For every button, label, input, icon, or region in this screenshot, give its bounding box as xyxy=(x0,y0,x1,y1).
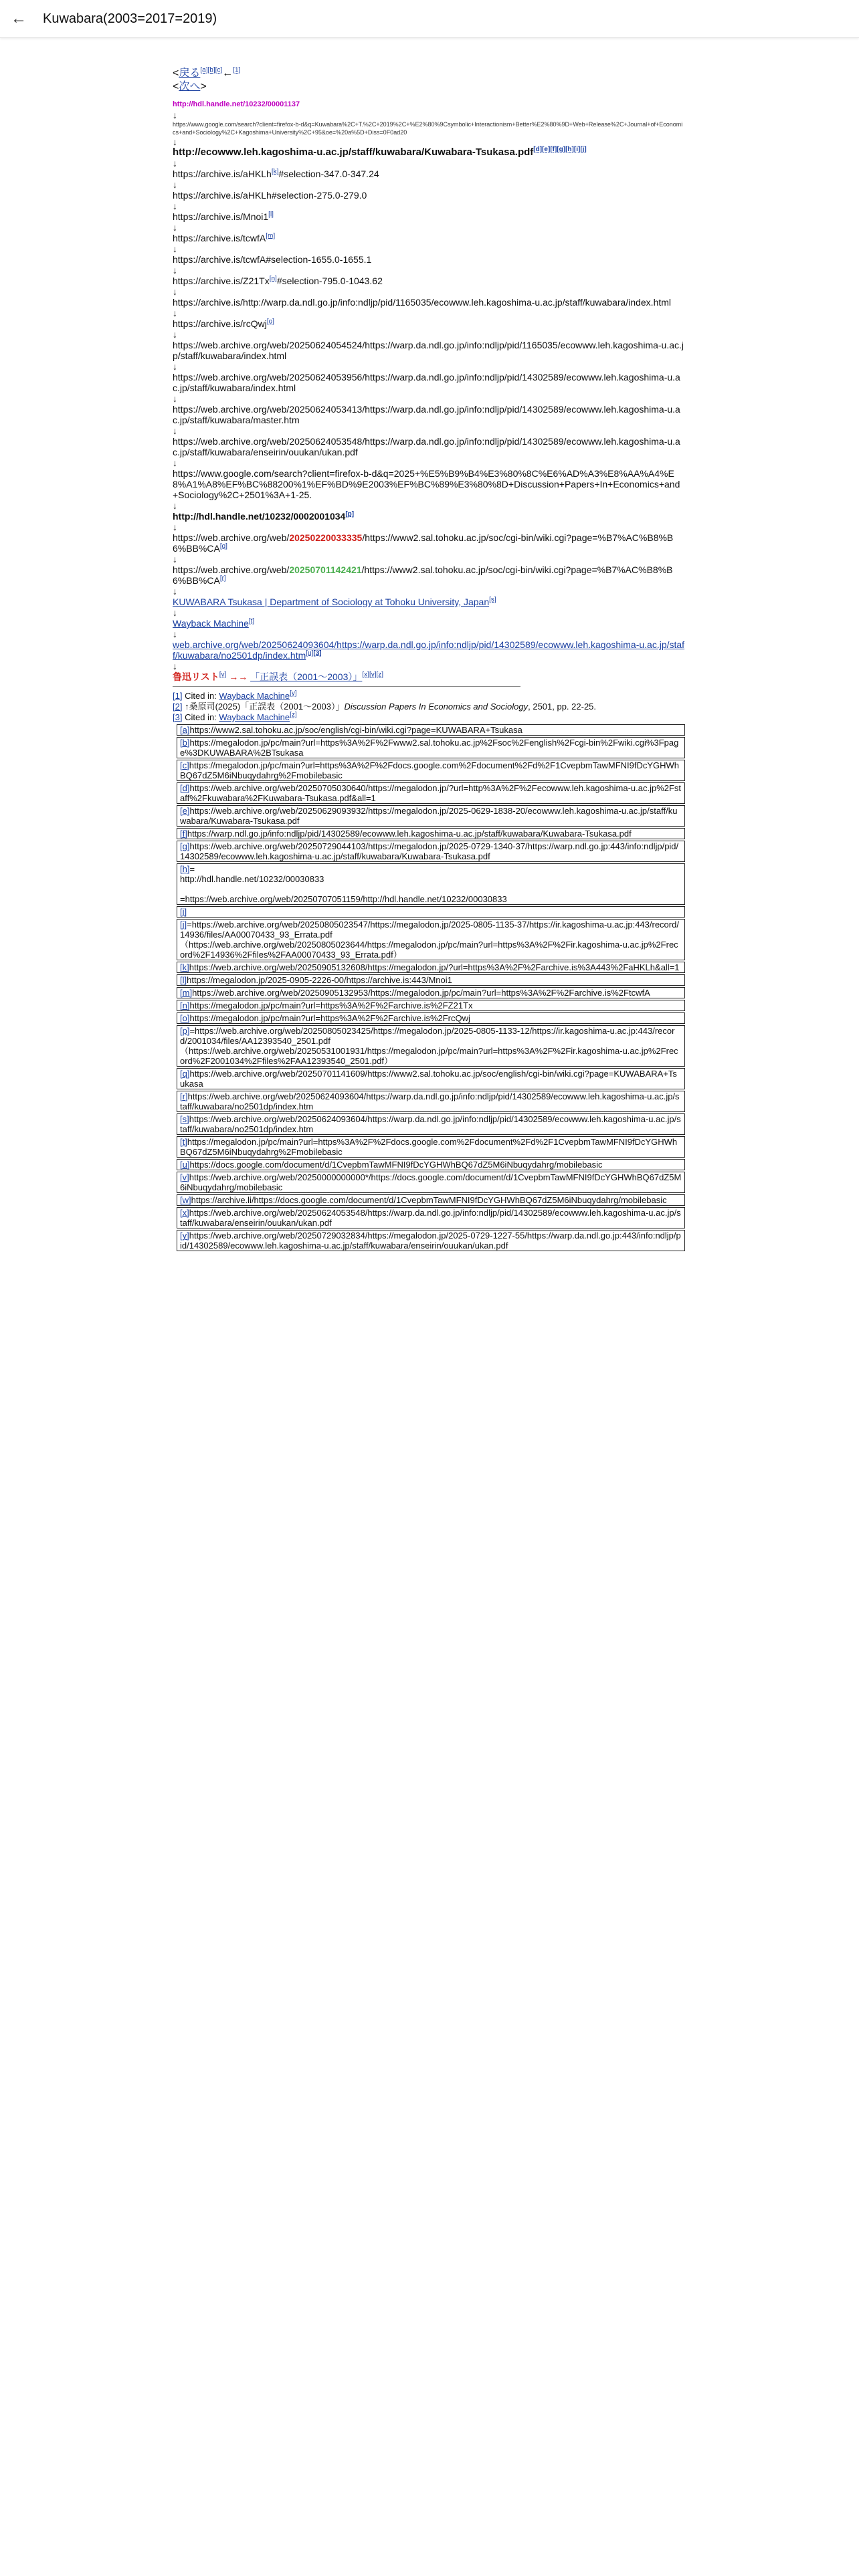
ref-2-num[interactable]: [2] xyxy=(173,702,183,712)
footnote-text[interactable]: https://www2.sal.tohoku.ac.jp/soc/english/cgi-bin/wiki.cgi?page=KUWABARA+Tsukasa xyxy=(189,725,522,735)
archive-link-line xyxy=(173,372,685,393)
ref-3-link[interactable]: Wayback Machine xyxy=(219,712,290,722)
footnote-item xyxy=(177,919,685,960)
errata-sup-v[interactable]: [v] xyxy=(219,671,227,679)
archive-url-fragment[interactable]: #selection-795.0-1043.62 xyxy=(276,276,383,286)
footnote-label[interactable]: [n] xyxy=(180,1000,190,1010)
footnote-label[interactable]: [m] xyxy=(180,988,193,998)
pdf-sup-d[interactable]: [d] xyxy=(533,146,543,153)
ref-3: [3] Cited in: Wayback Machine[z] xyxy=(173,711,297,722)
wiki2-timestamp[interactable]: 20250701142421 xyxy=(289,564,362,575)
footnote-text[interactable]: = http://hdl.handle.net/10232/00030833 =https://web.archive.org/web/20250707051159/http://hdl.handle.net/10232/00030833 xyxy=(180,864,507,904)
footnote-label[interactable]: [o] xyxy=(180,1013,190,1023)
prev-sup-c[interactable]: [c] xyxy=(215,66,223,74)
wayback-link[interactable]: Wayback Machine xyxy=(173,618,249,629)
footnote-label[interactable]: [a] xyxy=(180,725,190,735)
footnote-label[interactable]: [f] xyxy=(180,829,187,839)
footnote-item xyxy=(177,987,685,998)
footnote-text[interactable]: https://megalodon.jp/pc/main?url=https%3A%2F%2Fdocs.google.com%2Fdocument%2Fd%2F1CvepbmTawMFNI9fDcYGHWhBQ67dZ5M6iNbuqydahrg%2Fmobilebasic xyxy=(180,1137,678,1157)
down-arrow: ↓ xyxy=(173,308,177,318)
main-pdf-line xyxy=(173,147,685,158)
ref-1-link[interactable]: Wayback Machine xyxy=(219,691,290,701)
footnote-text[interactable]: https://megalodon.jp/pc/main?url=https%3A%2F%2Fwww2.sal.tohoku.ac.jp%2Fsoc%2Fenglish%2Fcgi-bin%2Fwiki.cgi%3Fpage%3DKUWABARA%2BTsukasa xyxy=(180,738,679,758)
archive-url[interactable]: https://www.google.com/search?client=firefox-b-d&q=2025+%E5%B9%B4%E3%80%8C%E6%AD%A3%E8%AA%A4%E8%A1%A8%EF%BC%88200%1%EF%BD%9E2003%EF%BC%89%E3%80%8D+Discussion+Papers+In+Economics+and+Sociology%2C+2501%3A+1-25. xyxy=(173,468,680,500)
footnote-item xyxy=(177,724,685,736)
archive-url-sup[interactable]: [k] xyxy=(271,168,279,176)
errata-sup-y[interactable]: [y] xyxy=(369,671,377,679)
down-arrow: ↓ xyxy=(173,661,177,671)
down-arrow: ↓ xyxy=(173,179,177,190)
footnote-text[interactable]: https://web.archive.org/web/20250905132608/https://megalodon.jp/?url=https%3A%2F%2Farchive.is%3A443%2FaHKLh&all=1 xyxy=(189,962,680,972)
wiki2-sup[interactable]: [r] xyxy=(219,574,226,582)
archive-url[interactable]: https://archive.is/Z21Tx xyxy=(173,276,270,286)
wiki2-suffix[interactable]: /https://www2.sal.tohoku.ac.jp/soc/cgi-bin/wiki.cgi?page=%B7%AC%B8%B6%BB%CA xyxy=(173,564,673,586)
footnote-item xyxy=(177,1012,685,1024)
down-arrow: ↓ xyxy=(173,500,177,511)
tohoku-sup[interactable]: [s] xyxy=(489,596,496,604)
footnote-text[interactable]: https://web.archive.org/web/20250624093604/https://warp.da.ndl.go.jp/info:ndljp/pid/14302589/ecowww.leh.kagoshima-u.ac.jp/staff/kuwabara/no2501dp/index.htm xyxy=(180,1091,680,1111)
footnote-text[interactable]: https://megalodon.jp/pc/main?url=https%3A%2F%2Fdocs.google.com%2Fdocument%2Fd%2F1CvepbmTawMFNI9fDcYGHWhBQ67dZ5M6iNbuqydahrg%2Fmobilebasic xyxy=(180,760,680,780)
down-arrow: ↓ xyxy=(173,361,177,372)
footnote-item xyxy=(177,1068,685,1089)
wiki1-prefix[interactable]: https://web.archive.org/web/ xyxy=(173,532,290,543)
errata-arrow: →→ xyxy=(229,671,248,682)
archive-link-line xyxy=(173,254,685,265)
footnote-text[interactable]: https://warp.ndl.go.jp/info:ndljp/pid/14302589/ecowww.leh.kagoshima-u.ac.jp/staff/kuwabara/Kuwabara-Tsukasa.pdf xyxy=(187,829,632,839)
archive-link-line xyxy=(173,211,685,222)
errata-sup-x[interactable]: [x] xyxy=(362,671,369,679)
footnote-label[interactable]: [d] xyxy=(180,783,190,793)
app-header xyxy=(0,0,859,38)
next-link[interactable]: 次へ xyxy=(179,81,201,92)
archive-url[interactable]: https://archive.is/tcwfA#selection-1655.0-1655.1 xyxy=(173,254,372,265)
footnote-text[interactable]: =https://web.archive.org/web/20250805023425/https://megalodon.jp/2025-0805-1133-12/https://ir.kagoshima-u.ac.jp:443/record/2001034/files/AA12393540_2501.pdf （https://web.archive.org/web/20250531001931/https://megalodon.jp/pc/main?url=https%3A%2F%2Fir.kagoshima-u.ac.jp%2Frecord%2F2001034%2Ffiles%2FAA12393540_2501.pdf） xyxy=(180,1026,678,1066)
pdf-sup-i[interactable]: [i] xyxy=(573,146,581,153)
archive-link-line xyxy=(173,404,685,425)
pdf-sup-e[interactable]: [e] xyxy=(542,146,551,153)
footnote-text[interactable]: https://web.archive.org/web/20250701141609/https://www2.sal.tohoku.ac.jp/soc/english/cgi-bin/wiki.cgi?page=KUWABARA+Tsukasa xyxy=(180,1069,677,1089)
down-arrow: ↓ xyxy=(173,201,177,211)
hdl-url[interactable]: http://hdl.handle.net/10232/0002001034 xyxy=(173,511,346,522)
wiki-archive-line-2 xyxy=(173,564,685,586)
archive-link-list xyxy=(173,158,685,500)
ref-1: [1] Cited in: Wayback Machine[y] xyxy=(173,689,297,701)
footnote-list xyxy=(173,724,685,1251)
archive-link-line xyxy=(173,468,685,500)
archive-link-line xyxy=(173,233,685,243)
footnote-label[interactable]: [l] xyxy=(180,975,187,985)
down-arrow: ↓ xyxy=(173,110,177,120)
hdl-line xyxy=(173,511,685,522)
footnote-text[interactable]: https://web.archive.org/web/20250705030640/https://megalodon.jp/?url=http%3A%2F%2Fecowww.leh.kagoshima-u.ac.jp%2Fstaff%2Fkuwabara%2FKuwabara-Tsukasa.pdf&all=1 xyxy=(180,783,682,803)
footnote-text[interactable]: =https://web.archive.org/web/20250805023547/https://megalodon.jp/2025-0805-1135-37/https://ir.kagoshima-u.ac.jp:443/record/14936/files/AA00070433_93_Errata.pdf （https://web.archive.org/web/20250805023644/https://megalodon.jp/pc/main?url=https%3A%2F%2Fir.kagoshima-u.ac.jp%2Frecord%2F14936%2Ffiles%2FAA00070433_93_Errata.pdf） xyxy=(180,920,679,960)
footnote-text[interactable]: https://web.archive.org/web/20250729032834/https://megalodon.jp/2025-0729-1227-55/https://warp.da.ndl.go.jp:443/info:ndljp/pid/14302589/ecowww.leh.kagoshima-u.ac.jp/staff/kuwabara/enseirin/ouukan/ukan.pdf xyxy=(180,1230,681,1251)
footnote-label[interactable]: [g] xyxy=(180,841,190,851)
wiki-archive-line-1 xyxy=(173,532,685,554)
errata-link[interactable]: 「正誤表（2001〜2003）」 xyxy=(250,671,363,682)
footnote-label[interactable]: [x] xyxy=(180,1208,189,1218)
wiki1-sup[interactable]: [q] xyxy=(219,542,227,550)
pdf-sup-g[interactable]: [g] xyxy=(557,146,566,153)
archive-url-sup[interactable]: [o] xyxy=(266,318,274,326)
errata-line xyxy=(173,671,685,682)
footnote-label[interactable]: [h] xyxy=(180,864,190,874)
archive-url[interactable]: https://archive.is/tcwfA xyxy=(173,233,266,243)
ref-1-num[interactable]: [1] xyxy=(173,691,183,701)
down-arrow: ↓ xyxy=(173,522,177,532)
footnote-item xyxy=(177,1000,685,1011)
divider xyxy=(173,686,520,687)
tohoku-link[interactable]: KUWABARA Tsukasa | Department of Sociology at Tohoku University, Japan xyxy=(173,597,490,607)
footnote-label[interactable]: [e] xyxy=(180,806,190,816)
wayback-url-link[interactable]: web.archive.org/web/20250624093604/https://warp.da.ndl.go.jp/info:ndljp/pid/14302589/ecowww.leh.kagoshima-u.ac.jp/staff/kuwabara/no2501dp/index.htm xyxy=(173,639,685,661)
footnote-item xyxy=(177,906,685,918)
back-arrow-icon[interactable]: ← xyxy=(11,9,27,27)
archive-url[interactable]: https://web.archive.org/web/20250624054524/https://warp.da.ndl.go.jp/info:ndljp/pid/1165035/ecowww.leh.kagoshima-u.ac.jp/staff/kuwabara/index.html xyxy=(173,340,684,361)
footnote-item xyxy=(177,1113,685,1135)
footnote-text[interactable]: https://megalodon.jp/pc/main?url=https%3A%2F%2Farchive.is%2FZ21Tx xyxy=(189,1000,473,1010)
footnote-label[interactable]: [j] xyxy=(180,920,187,930)
archive-url[interactable]: https://archive.is/aHKLh#selection-275.0-279.0 xyxy=(173,190,367,201)
pdf-sup-h[interactable]: [h] xyxy=(565,146,574,153)
footnote-label[interactable]: [r] xyxy=(180,1091,188,1101)
footnote-item xyxy=(177,1159,685,1170)
footnote-item xyxy=(177,1025,685,1067)
hdl-link-pink[interactable]: http://hdl.handle.net/10232/00001137 xyxy=(173,100,300,108)
footnote-label[interactable]: [u] xyxy=(180,1160,190,1170)
down-arrow: ↓ xyxy=(173,265,177,276)
footnote-label[interactable]: [w] xyxy=(180,1195,191,1205)
pdf-sup-j[interactable]: [j] xyxy=(580,146,587,153)
wiki2-prefix[interactable]: https://web.archive.org/web/ xyxy=(173,564,290,575)
down-arrow: ↓ xyxy=(173,457,177,468)
archive-url-sup[interactable]: [n] xyxy=(269,275,277,283)
footnote-label[interactable]: [p] xyxy=(180,1026,190,1036)
footnote-item xyxy=(177,1172,685,1193)
down-arrow: ↓ xyxy=(173,158,177,169)
footnote-item xyxy=(177,828,685,839)
wayback-url-line xyxy=(173,639,685,661)
archive-url-sup[interactable]: [m] xyxy=(266,232,276,240)
wayback-url-ref-3[interactable]: [3] xyxy=(313,649,322,657)
archive-link-line xyxy=(173,318,685,329)
wayback-sup[interactable]: [t] xyxy=(248,617,255,625)
prev-sup-b[interactable]: [b] xyxy=(207,66,215,74)
archive-url[interactable]: https://web.archive.org/web/20250624053956/https://warp.da.ndl.go.jp/info:ndljp/pid/14302589/ecowww.leh.kagoshima-u.ac.jp/staff/kuwabara/index.html xyxy=(173,372,680,393)
footnote-label[interactable]: [v] xyxy=(180,1172,189,1182)
ref-2: [2] ↑桑原司(2025)「正誤表（2001〜2003）」Discussion Papers In Economics and Sociology, 2501, pp. 22-25. xyxy=(173,702,597,712)
archive-link-line xyxy=(173,169,685,179)
down-arrow: ↓ xyxy=(173,286,177,297)
footnote-text[interactable]: https://web.archive.org/web/20250624053548/https://warp.da.ndl.go.jp/info:ndljp/pid/14302589/ecowww.leh.kagoshima-u.ac.jp/staff/kuwabara/enseirin/ouukan/ukan.pdf xyxy=(180,1208,681,1228)
google-search-url[interactable]: https://www.google.com/search?client=firefox-b-d&q=Kuwabara%2C+T.%2C+2019%2C+%E2%80%9Csymbolic+Interactionism+Better%E2%80%9D+Web+Release%2C+Journal+of+Economics+and+Sociology%2C+Kagoshima+University%2C+95&oe=%20a%5D+Diss=0F0ad20 xyxy=(173,121,683,136)
archive-url[interactable]: https://archive.is/aHKLh xyxy=(173,169,272,179)
footnote-item xyxy=(177,974,685,986)
archive-url[interactable]: https://archive.is/rcQwj xyxy=(173,318,267,329)
down-arrow: ↓ xyxy=(173,607,177,618)
down-arrow: ↓ xyxy=(173,136,177,147)
footnote-item xyxy=(177,1207,685,1228)
footnote-item xyxy=(177,1091,685,1112)
footnote-label[interactable]: [c] xyxy=(180,760,189,770)
wiki1-suffix[interactable]: /https://www2.sal.tohoku.ac.jp/soc/cgi-bin/wiki.cgi?page=%B7%AC%B8%B6%BB%CA xyxy=(173,532,674,554)
nav-prev: <戻る[a][b][c]←[1] xyxy=(173,66,241,79)
errata-list-label[interactable]: 鲁迅リスト xyxy=(173,671,219,682)
footnote-text[interactable]: https://web.archive.org/web/20250905132953/https://megalodon.jp/pc/main?url=https%3A%2F%2Farchive.is%2FtcwfA xyxy=(192,988,650,998)
ref-3-num[interactable]: [3] xyxy=(173,712,183,722)
footnote-item xyxy=(177,863,685,905)
footnote-text[interactable]: https://web.archive.org/web/20250729044103/https://megalodon.jp/2025-0729-1340-37/https://warp.ndl.go.jp:443/info:ndljp/pid/14302589/ecowww.leh.kagoshima-u.ac.jp/staff/kuwabara/Kuwabara-Tsukasa.pdf xyxy=(180,841,679,861)
footnote-label[interactable]: [s] xyxy=(180,1114,189,1124)
wiki1-timestamp[interactable]: 20250220033335 xyxy=(289,532,363,543)
archive-url-sup[interactable]: [l] xyxy=(268,211,274,219)
archive-link-line xyxy=(173,436,685,457)
footnote-item xyxy=(177,805,685,827)
footnote-text[interactable]: https://web.archive.org/web/20250629093932/https://megalodon.jp/2025-0629-1838-20/ecowww.leh.kagoshima-u.ac.jp/staff/kuwabara/Kuwabara-Tsukasa.pdf xyxy=(180,806,678,826)
footnote-item xyxy=(177,737,685,758)
footnote-text[interactable]: https://docs.google.com/document/d/1CvepbmTawMFNI9fDcYGHWhBQ67dZ5M6iNbuqydahrg/mobilebasic xyxy=(189,1160,603,1170)
down-arrow: ↓ xyxy=(173,425,177,436)
wayback-line xyxy=(173,618,685,629)
nav-next: <次へ> xyxy=(173,81,207,92)
down-arrow: ↓ xyxy=(173,243,177,254)
footnote-item xyxy=(177,1194,685,1206)
hdl-sup[interactable]: [p] xyxy=(345,510,355,518)
footnote-item xyxy=(177,782,685,804)
ref-1-sup[interactable]: [y] xyxy=(290,689,297,697)
archive-link-line xyxy=(173,190,685,201)
footnote-label[interactable]: [q] xyxy=(180,1069,190,1079)
footnote-label[interactable]: [k] xyxy=(180,962,189,972)
archive-url[interactable]: https://archive.is/Mnoi1 xyxy=(173,211,269,222)
references xyxy=(173,691,685,723)
footnote-item xyxy=(177,962,685,973)
archive-link-line xyxy=(173,297,685,308)
pdf-sup-f[interactable]: [f] xyxy=(550,146,557,153)
main-pdf-url[interactable]: http://ecowww.leh.kagoshima-u.ac.jp/staff/kuwabara/Kuwabara-Tsukasa.pdf xyxy=(173,146,534,158)
prev-ref-1[interactable]: [1] xyxy=(233,66,241,74)
footnote-label[interactable]: [y] xyxy=(180,1230,189,1241)
archive-link-line xyxy=(173,340,685,361)
page-title: Kuwabara(2003=2017=2019) xyxy=(43,11,217,26)
archive-url[interactable]: https://web.archive.org/web/20250624053413/https://warp.da.ndl.go.jp/info:ndljp/pid/14302589/ecowww.leh.kagoshima-u.ac.jp/staff/kuwabara/master.htm xyxy=(173,404,680,425)
tohoku-line xyxy=(173,597,685,607)
archive-link-line xyxy=(173,276,685,286)
archive-url-fragment[interactable]: #selection-347.0-347.24 xyxy=(278,169,379,179)
footnote-label[interactable]: [t] xyxy=(180,1137,187,1147)
ref-3-sup[interactable]: [z] xyxy=(290,711,297,719)
footnote-item xyxy=(177,760,685,781)
footnote-label[interactable]: [b] xyxy=(180,738,190,748)
footnote-text[interactable]: https://megalodon.jp/pc/main?url=https%3A%2F%2Farchive.is%2FrcQwj xyxy=(189,1013,470,1023)
down-arrow: ↓ xyxy=(173,393,177,404)
document-body xyxy=(173,67,685,1251)
footnote-text[interactable]: https://archive.li/https://docs.google.com/document/d/1CvepbmTawMFNI9fDcYGHWhBQ67dZ5M6iNbuqydahrg/mobilebasic xyxy=(191,1195,667,1205)
footnote-text[interactable]: https://megalodon.jp/2025-0905-2226-00/https://archive.is:443/Mnoi1 xyxy=(187,975,452,985)
archive-url[interactable]: https://web.archive.org/web/20250624053548/https://warp.da.ndl.go.jp/info:ndljp/pid/14302589/ecowww.leh.kagoshima-u.ac.jp/staff/kuwabara/enseirin/ouukan/ukan.pdf xyxy=(173,436,680,457)
down-arrow: ↓ xyxy=(173,586,177,597)
prev-link[interactable]: 戻る xyxy=(179,68,201,79)
archive-url[interactable]: https://archive.is/http://warp.da.ndl.go.jp/info:ndljp/pid/1165035/ecowww.leh.kagoshima-u.ac.jp/staff/kuwabara/index.html xyxy=(173,297,672,308)
down-arrow: ↓ xyxy=(173,629,177,639)
down-arrow: ↓ xyxy=(173,329,177,340)
errata-sup-z[interactable]: [z] xyxy=(376,671,384,679)
footnote-text[interactable]: https://web.archive.org/web/20250624093604/https://warp.da.ndl.go.jp/info:ndljp/pid/14302589/ecowww.leh.kagoshima-u.ac.jp/staff/kuwabara/no2501dp/index.htm xyxy=(180,1114,681,1134)
down-arrow: ↓ xyxy=(173,222,177,233)
prev-sup-a[interactable]: [a] xyxy=(200,66,208,74)
footnote-item xyxy=(177,841,685,862)
footnote-item xyxy=(177,1136,685,1158)
footnote-item xyxy=(177,1230,685,1251)
footnote-text[interactable]: https://web.archive.org/web/20250000000000*/https://docs.google.com/document/d/1CvepbmTawMFNI9fDcYGHWhBQ67dZ5M6iNbuqydahrg/mobilebasic xyxy=(180,1172,682,1192)
down-arrow: ↓ xyxy=(173,554,177,564)
footnote-label[interactable]: [i] xyxy=(180,907,187,917)
wayback-url-sup[interactable]: [u] xyxy=(306,649,314,657)
